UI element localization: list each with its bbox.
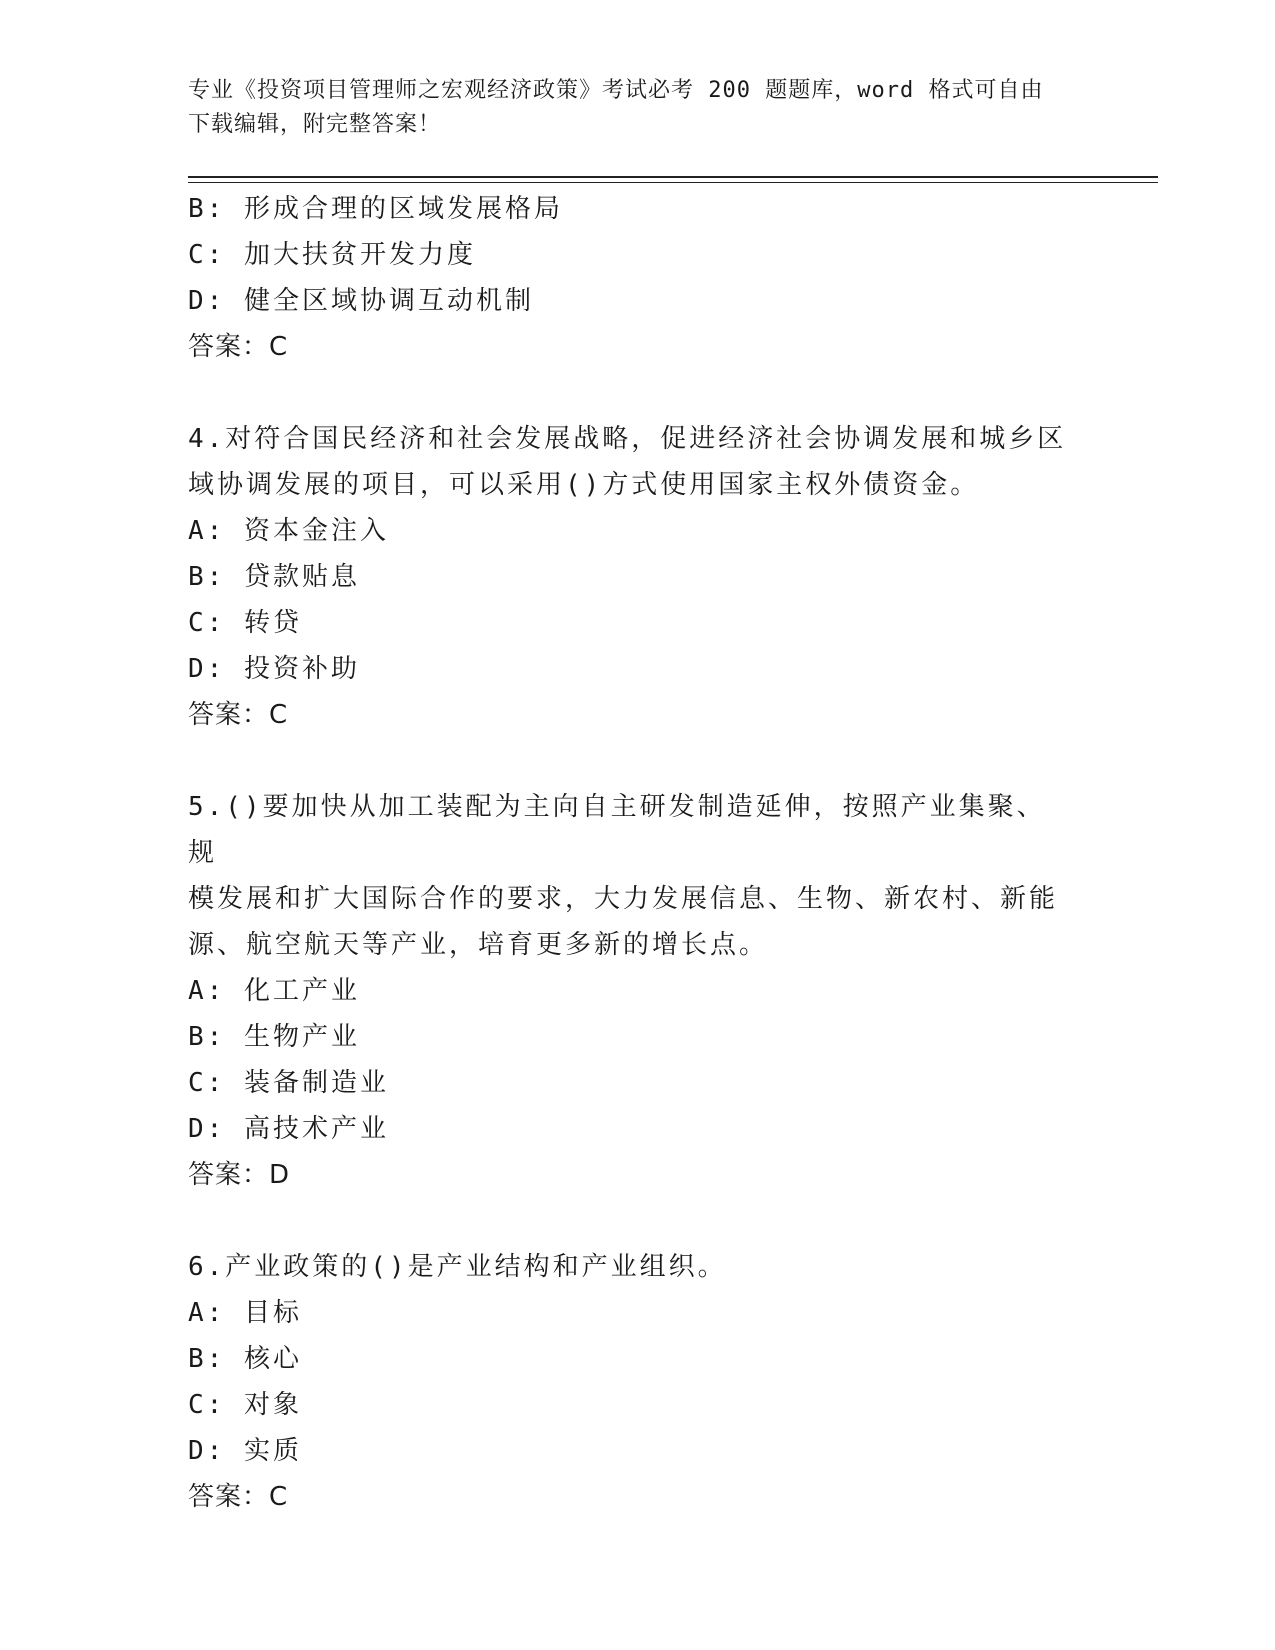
option-c: C: 装备制造业 xyxy=(188,1068,389,1098)
answer: 答案：C xyxy=(188,1482,289,1512)
option-b: B: 生物产业 xyxy=(188,1022,360,1052)
option-a: A: 资本金注入 xyxy=(188,516,389,546)
header-line-2: 下载编辑，附完整答案！ xyxy=(188,112,442,137)
answer: 答案：C xyxy=(188,332,289,362)
option-c: C: 对象 xyxy=(188,1390,302,1420)
option-c: C: 加大扶贫开发力度 xyxy=(188,240,476,270)
question-text-line: 5.()要加快从加工装配为主向自主研发制造延伸，按照产业集聚、规 xyxy=(188,792,1046,868)
option-d: D: 高技术产业 xyxy=(188,1114,389,1144)
option-d: D: 实质 xyxy=(188,1436,302,1466)
question-text-line: 源、航空航天等产业，培育更多新的增长点。 xyxy=(188,930,769,960)
question-text-line: 4.对符合国民经济和社会发展战略，促进经济社会协调发展和城乡区 xyxy=(188,424,1067,454)
question-text-line: 模发展和扩大国际合作的要求，大力发展信息、生物、新农村、新能 xyxy=(188,884,1059,914)
header-line-1: 专业《投资项目管理师之宏观经济政策》考试必考 200 题题库，word 格式可自由 xyxy=(188,78,1044,103)
option-c: C: 转贷 xyxy=(188,608,302,638)
spacer xyxy=(188,738,1068,784)
question-text-line: 域协调发展的项目，可以采用()方式使用国家主权外债资金。 xyxy=(188,470,980,500)
option-a: A: 化工产业 xyxy=(188,976,360,1006)
spacer xyxy=(188,370,1068,416)
header-rule-thin xyxy=(188,182,1158,183)
spacer xyxy=(188,1198,1068,1244)
option-b: B: 形成合理的区域发展格局 xyxy=(188,194,563,224)
question-3-partial xyxy=(188,186,1068,370)
document-header xyxy=(188,74,1068,142)
header-rule-thick xyxy=(188,176,1158,178)
document-content xyxy=(188,186,1068,1520)
question-4 xyxy=(188,416,1068,738)
option-d: D: 健全区域协调互动机制 xyxy=(188,286,534,316)
option-b: B: 贷款贴息 xyxy=(188,562,360,592)
answer: 答案：C xyxy=(188,700,289,730)
option-d: D: 投资补助 xyxy=(188,654,360,684)
option-b: B: 核心 xyxy=(188,1344,302,1374)
option-a: A: 目标 xyxy=(188,1298,302,1328)
question-5 xyxy=(188,784,1068,1198)
answer: 答案：D xyxy=(188,1160,291,1190)
question-text-line: 6.产业政策的()是产业结构和产业组织。 xyxy=(188,1252,727,1282)
question-6 xyxy=(188,1244,1068,1520)
